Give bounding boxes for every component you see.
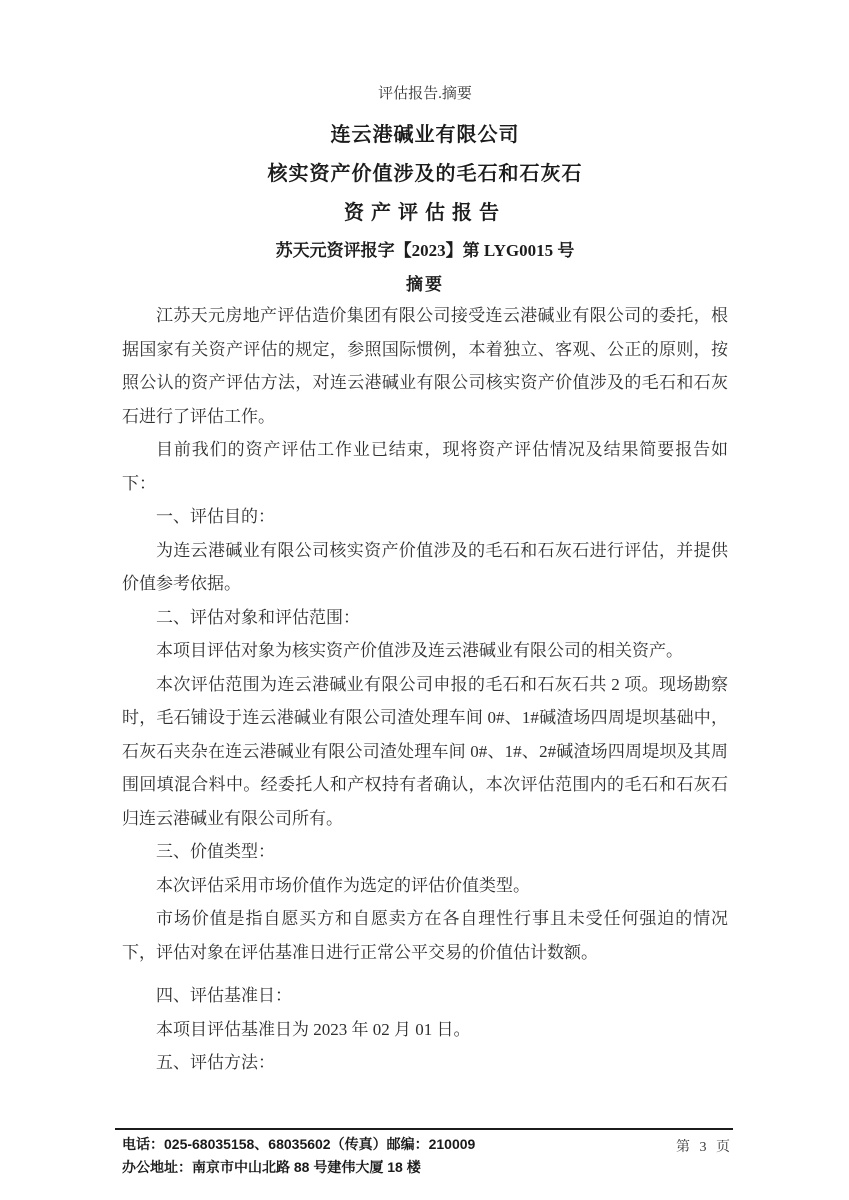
paragraph: 为连云港碱业有限公司核实资产价值涉及的毛石和石灰石进行评估，并提供价值参考依据。: [122, 540, 728, 593]
title-report: 资产评估报告: [344, 202, 506, 224]
document-content: [122, 84, 728, 1080]
section-item-heading: 五、评估方法：: [156, 1053, 275, 1072]
paragraph: 本次评估采用市场价值作为选定的评估价值类型。: [156, 875, 530, 895]
title-company: 连云港碱业有限公司: [330, 124, 520, 146]
footer-contact-block: [115, 1130, 733, 1179]
section-heading-abstract: 摘要: [406, 275, 444, 294]
paragraph: 江苏天元房地产评估造价集团有限公司接受连云港碱业有限公司的委托，根据国家有关资产评估的规定，参照国际惯例，本着独立、客观、公正的原则，按照公认的资产评估方法，对连云港碱业有限公司核实资产价值涉及的毛石和石灰石进行了评估工作。: [122, 306, 728, 426]
page-number: 第 3 页: [676, 1140, 733, 1155]
document-body: [122, 299, 728, 1080]
section-item-heading: 二、评估对象和评估范围：: [156, 607, 360, 627]
doc-type-header: 评估报告.摘要: [378, 86, 472, 102]
report-number: 苏天元资评报字【2023】第 LYG0015 号: [275, 241, 575, 260]
footer-address-line: 办公地址：南京市中山北路 88 号建伟大厦 18 楼: [122, 1159, 421, 1175]
paragraph: 本项目评估基准日为 2023 年 02 月 01 日。: [156, 1019, 471, 1039]
section-item-heading: 一、评估目的：: [156, 507, 275, 526]
paragraph: 本次评估范围为连云港碱业有限公司申报的毛石和石灰石共 2 项。现场勘察时，毛石铺设于连云港碱业有限公司渣处理车间 0#、1#碱渣场四周堤坝基础中，石灰石夹杂在连云港碱业有限公司渣处理车间 0#、1#、2#碱渣场四周堤坝及其周围回填混合料中。经委托人和产权持有者确认，本次评估范围内的毛石和石灰石归连云港碱业有限公司所有。: [122, 674, 728, 828]
paragraph: 本项目评估对象为核实资产价值涉及连云港碱业有限公司的相关资产。: [156, 641, 683, 660]
paragraph: 市场价值是指自愿买方和自愿卖方在各自理性行事且未受任何强迫的情况下，评估对象在评估基准日进行正常公平交易的价值估计数额。: [122, 909, 728, 962]
title-subject: 核实资产价值涉及的毛石和石灰石: [267, 163, 583, 185]
footer-phone-line: 电话：025-68035158、68035602（传真）邮编：210009: [122, 1136, 476, 1152]
page-footer: [115, 1128, 733, 1179]
section-item-heading: 四、评估基准日：: [156, 986, 292, 1005]
section-item-heading: 三、价值类型：: [156, 842, 275, 861]
paragraph: 目前我们的资产评估工作业已结束，现将资产评估情况及结果简要报告如下：: [122, 440, 728, 493]
